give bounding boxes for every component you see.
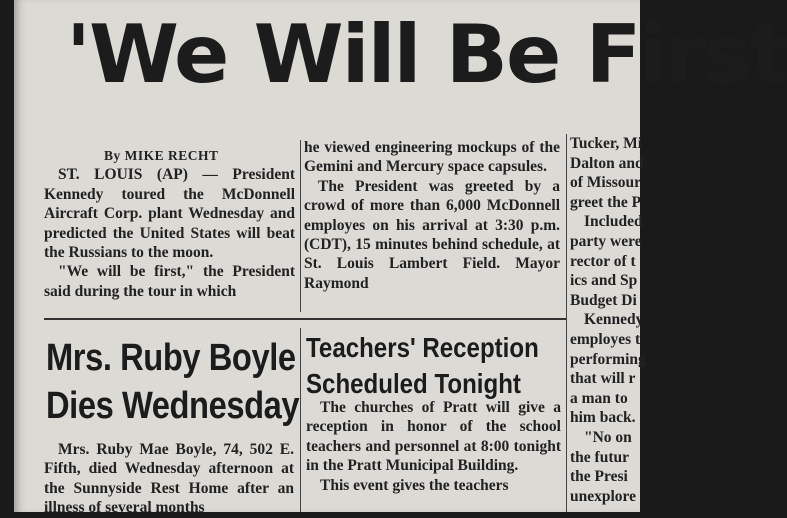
col3-line: employes t: [570, 330, 641, 348]
col3-line: performing: [570, 350, 646, 368]
story1-column-1: [44, 146, 295, 301]
col3-line: Kennedy: [584, 311, 644, 329]
story1-paragraph-4: The President was greeted by a crowd of more than 6,000 McDonnell employes on his arrival at 3:30 p.m. (CDT), 15 minutes behind schedule, at St. Louis Lambert Field. Mayor Raymond: [304, 177, 560, 292]
column-rule: [566, 134, 567, 512]
newspaper-page: [14, 0, 787, 517]
story1-column-2: [304, 138, 560, 293]
teachers-headline: [306, 330, 539, 402]
col3-line: the Presi: [570, 468, 628, 486]
col3-line: rector of t: [570, 252, 636, 270]
section-divider: [44, 318, 566, 320]
obituary-headline: [46, 334, 300, 430]
obituary-body: [44, 440, 294, 518]
obituary-headline-line-2: Dies Wednesday: [46, 385, 300, 427]
col3-line: the futur: [570, 448, 629, 466]
teachers-paragraph-1: The churches of Pratt will give a reception in honor of the school teachers and personnel at 8:00 tonight in the Pratt Municipal Building.: [306, 399, 561, 475]
story1-paragraph-2: "We will be first," the President said during the tour in which: [44, 263, 295, 300]
story1-paragraph-3: he viewed engineering mockups of the Gemini and Mercury space capsules.: [304, 139, 560, 176]
teachers-headline-line-2: Scheduled Tonight: [306, 368, 521, 399]
col3-line: ics and Sp: [570, 272, 638, 290]
column-rule: [300, 328, 301, 512]
col3-line: Tucker, Mi: [570, 135, 643, 152]
col3-line: him back.: [570, 409, 636, 427]
obituary-paragraph: Mrs. Ruby Mae Boyle, 74, 502 E. Fifth, died Wednesday afternoon at the Sunnyside Rest Home after an illness of several months: [44, 441, 294, 517]
column-rule: [300, 140, 301, 312]
col3-line: party were: [570, 232, 642, 250]
main-headline: 'We Will Be First: [66, 8, 787, 101]
col3-line: of Missour: [570, 174, 642, 192]
col3-line: "No on: [584, 428, 632, 446]
col3-line: a man to: [570, 389, 628, 407]
col3-line: unexplore: [570, 487, 637, 505]
col3-line: Budget Di: [570, 291, 637, 309]
col3-line: that will r: [570, 370, 636, 388]
obituary-headline-line-1: Mrs. Ruby Boyle: [46, 337, 296, 379]
byline: By MIKE RECHT: [104, 148, 219, 163]
col3-line: Included: [584, 213, 643, 231]
teachers-body: [306, 398, 561, 495]
story1-column-3: [570, 134, 660, 506]
story1-paragraph-1: ST. LOUIS (AP) — President Kennedy toured the McDonnell Aircraft Corp. plant Wednesday and predicted the United States will beat the Russians to the moon.: [44, 166, 295, 262]
col3-line: greet the P: [570, 193, 642, 211]
teachers-paragraph-2: This event gives the teachers: [320, 476, 509, 494]
col3-line: Dalton and: [570, 154, 644, 172]
teachers-headline-line-1: Teachers' Reception: [306, 332, 539, 363]
